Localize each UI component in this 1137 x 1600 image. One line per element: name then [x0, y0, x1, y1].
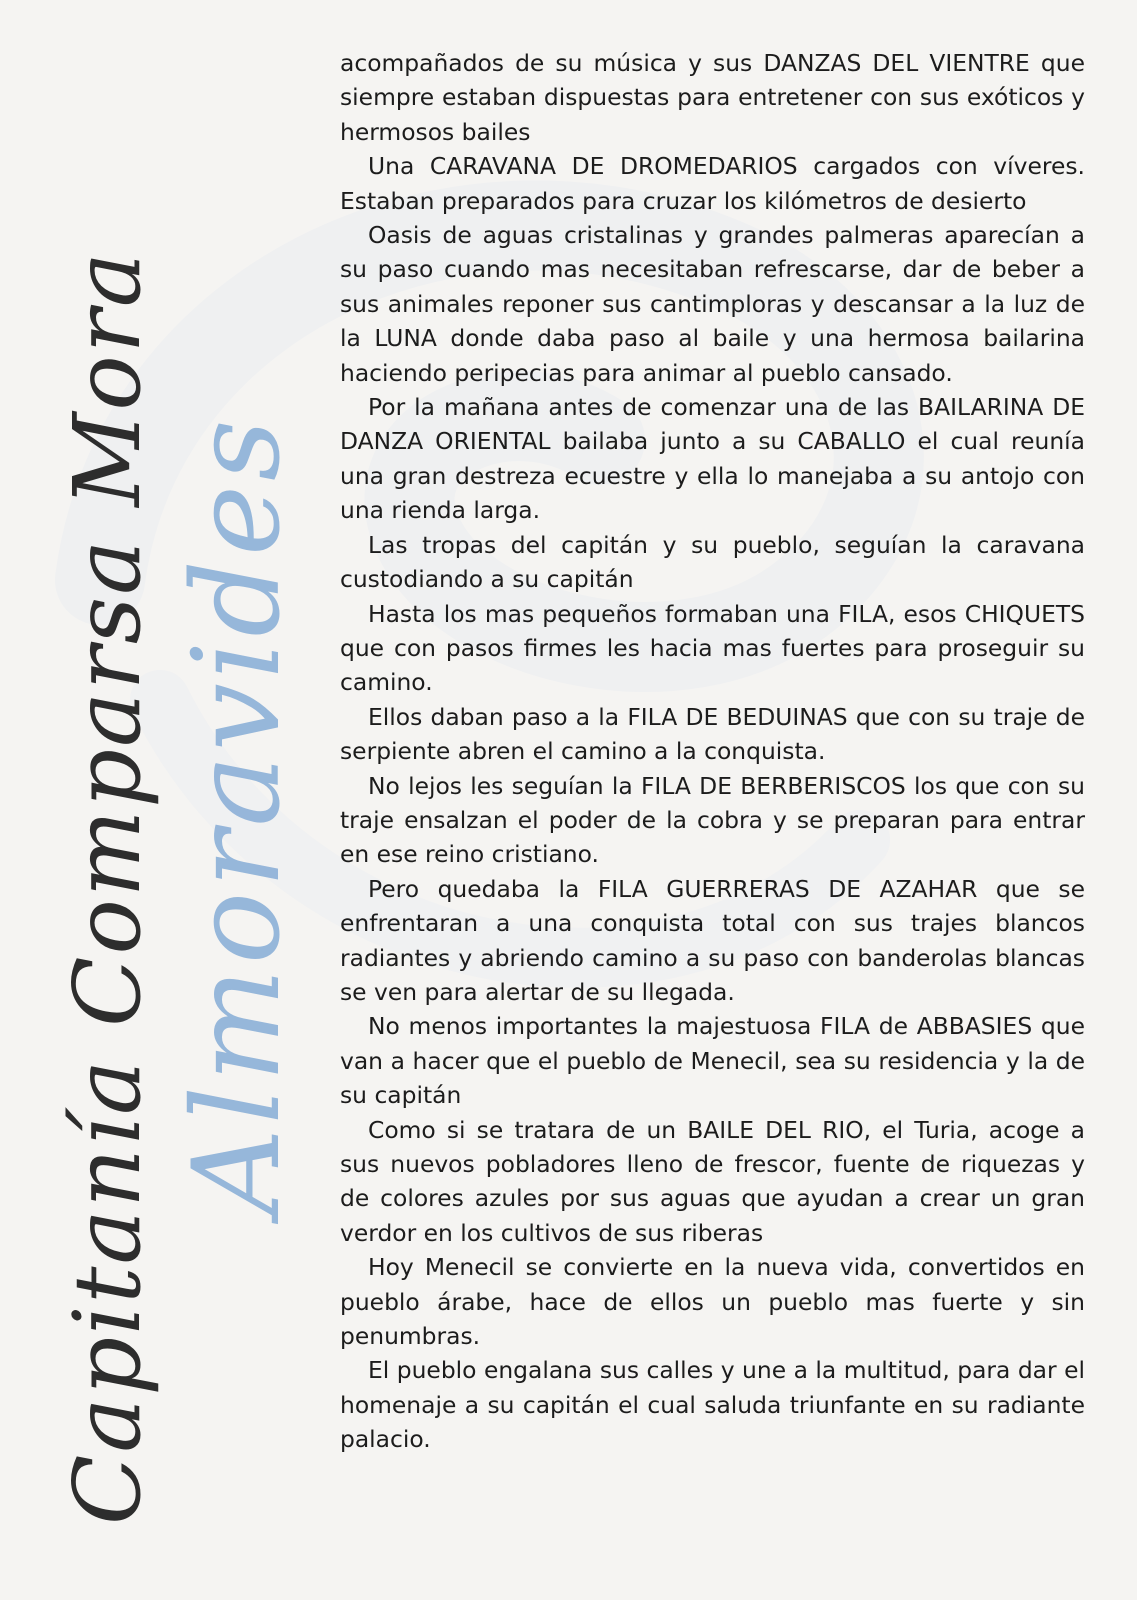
almoravides-title: Almoravides — [168, 415, 307, 1215]
paragraph: Hoy Menecil se convierte en la nueva vida, convertidos en pueblo árabe, hace de ellos un pueblo mas fuerte y sin penumbras. — [340, 1253, 1085, 1351]
paragraph: Una CARAVANA DE DROMEDARIOS cargados con víveres. Estaban preparados para cruzar los kilómetros de desierto — [340, 152, 1085, 215]
paragraph: Ellos daban paso a la FILA DE BEDUINAS que con su traje de serpiente abren el camino a la conquista. — [340, 702, 1085, 766]
paragraph: Las tropas del capitán y su pueblo, seguían la caravana custodiando a su capitán — [340, 530, 1085, 594]
vertical-title-column — [0, 0, 330, 1600]
paragraph: No menos importantes la majestuosa FILA de ABBASIES que van a hacer que el pueblo de Menecil, sea su residencia y la de su capitán — [340, 1012, 1085, 1110]
paragraph: acompañados de su música y sus DANZAS DEL VIENTRE que siempre estaban dispuestas para entretener con sus exóticos y hermosos bailes — [340, 49, 1085, 146]
paragraph: Oasis de aguas cristalinas y grandes palmeras aparecían a su paso cuando mas necesitaban refrescarse, dar de beber a sus animales reponer sus cantimploras y descansar a la luz de la LUNA donde daba paso al baile y una hermosa bailarina haciendo peripecias para animar al pueblo cansado. — [340, 221, 1085, 387]
paragraph: Por la mañana antes de comenzar una de las BAILARINA DE DANZA ORIENTAL bailaba junto a su CABALLO el cual reunía una gran destreza ecuestre y ella lo manejaba a su antojo con una rienda larga. — [340, 393, 1085, 525]
paragraph: Como si se tratara de un BAILE DEL RIO, el Turia, acoge a sus nuevos pobladores lleno de frescor, fuente de riquezas y de colores azules por sus aguas que ayudan a crear un gran verdor en los cultivos de sus riberas — [340, 1115, 1085, 1247]
paragraph: Pero quedaba la FILA GUERRERAS DE AZAHAR que se enfrentaran a una conquista total con sus trajes blancos radiantes y abriendo camino a su paso con banderolas blancas se ven para alertar de su llegada. — [340, 874, 1085, 1006]
paragraph: El pueblo engalana sus calles y une a la multitud, para dar el homenaje a su capitán el cual saluda triunfante en su radiante palacio. — [340, 1356, 1085, 1454]
article-body — [340, 46, 1085, 1457]
capitania-title: Capitanía Comparsa Mora — [54, 250, 161, 1525]
paragraph: Hasta los mas pequeños formaban una FILA, esos CHIQUETS que con pasos firmes les hacia mas fuertes para proseguir su camino. — [340, 599, 1085, 697]
paragraph: No lejos les seguían la FILA DE BERBERISCOS los que con su traje ensalzan el poder de la cobra y se preparan para entrar en ese reino cristiano. — [340, 771, 1085, 869]
